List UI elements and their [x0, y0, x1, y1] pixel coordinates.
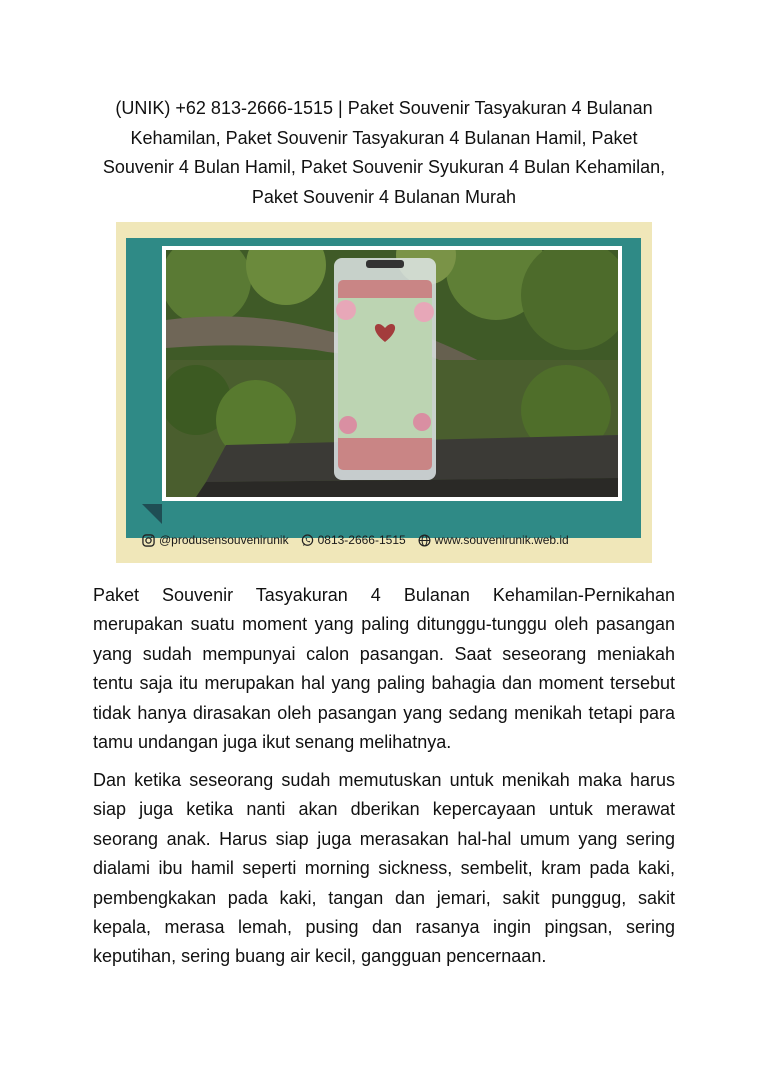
title-line: Souvenir 4 Bulan Hamil, Paket Souvenir Syukuran 4 Bulan Kehamilan, [102, 157, 666, 177]
instagram-icon [142, 534, 155, 547]
whatsapp-contact [301, 533, 406, 547]
photo-corner-accent [142, 504, 162, 524]
souvenir-jar [334, 258, 436, 480]
instagram-contact [142, 533, 289, 547]
photo-scene [166, 250, 618, 497]
body-paragraph-2: Dan ketika seseorang sudah memutuskan untuk menikah maka harus siap juga ketika nanti akan dberikan kepercayaan untuk merawat seorang anak. Harus siap juga merasakan hal-hal umum yang sering dialami ibu hamil seperti morning sickness, sembelit, kram pada kaki, pembengkakan pada kaki, tangan dan jemari, sakit punggug, sakit kepala, merasa lemah, pusing dan rasanya ingin pingsan, sering keputihan, sering buang air kecil, gangguan pencernaan. [93, 770, 675, 967]
photo-illustration [166, 250, 618, 497]
photo-frame [162, 246, 622, 501]
title-line: (UNIK) +62 813-2666-1515 | Paket Souvenir Tasyakuran 4 Bulanan [115, 98, 653, 118]
website-url: www.souvenirunik.web.id [434, 533, 569, 547]
instagram-handle: @produsensouvenirunik [159, 533, 289, 547]
contact-bar [142, 525, 632, 555]
phone-number: 0813-2666-1515 [317, 533, 406, 547]
website-contact [418, 533, 569, 547]
product-photo [116, 222, 652, 563]
title-line: Kehamilan, Paket Souvenir Tasyakuran 4 Bulanan Hamil, Paket [130, 127, 638, 148]
document-title [88, 94, 680, 212]
title-line: Paket Souvenir 4 Bulanan Murah [251, 186, 517, 207]
globe-icon [418, 534, 431, 547]
whatsapp-icon [301, 534, 314, 547]
body-paragraph-1: Paket Souvenir Tasyakuran 4 Bulanan Kehamilan-Pernikahan merupakan suatu moment yang paling ditunggu-tunggu oleh pasangan yang sudah mempunyai calon pasangan. Saat seseorang meniakah tentu saja itu merupakan hal yang paling bahagia dan moment tersebut tidak hanya dirasakan oleh pasangan yang sedang menikah tetapi para tamu undangan juga ikut senang melihatnya. [93, 585, 675, 753]
